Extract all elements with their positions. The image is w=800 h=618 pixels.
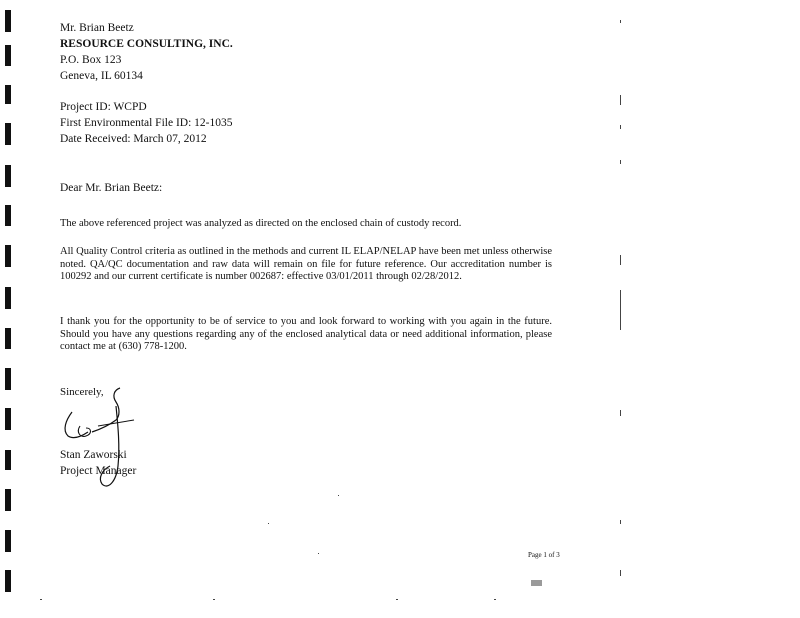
margin-mark [5, 165, 11, 187]
recipient-name: Mr. Brian Beetz [60, 22, 134, 34]
scan-speck [620, 570, 621, 576]
margin-mark [5, 489, 11, 511]
scan-speck [620, 255, 621, 265]
margin-mark [5, 205, 11, 226]
margin-mark [5, 10, 11, 32]
body-paragraph: I thank you for the opportunity to be of service to you and look forward to working with you again in the future. Should you have any questions regarding any of the enclosed analytical data or need additional information, please contact me at (630) 778-1200. [60, 316, 552, 352]
scan-speck [396, 599, 398, 600]
signer-block [60, 447, 136, 479]
margin-mark [5, 570, 11, 592]
margin-mark [5, 450, 11, 470]
scan-speck [318, 553, 319, 554]
page-number: Page 1 of 3 [528, 551, 560, 559]
margin-mark [5, 85, 11, 104]
signature-image [58, 386, 148, 496]
scan-speck [494, 599, 496, 600]
recipient-address-line1: P.O. Box 123 [60, 54, 122, 66]
scan-speck [620, 95, 621, 105]
scan-speck [620, 160, 621, 164]
scan-speck [40, 599, 42, 600]
margin-mark [5, 45, 11, 66]
margin-mark [5, 328, 11, 349]
scan-speck [620, 520, 621, 524]
margin-mark [5, 530, 11, 552]
scan-speck [620, 20, 621, 23]
scan-speck [268, 523, 269, 524]
margin-mark [5, 368, 11, 390]
signer-name: Stan Zaworski [60, 449, 127, 461]
body-paragraph: The above referenced project was analyzed as directed on the enclosed chain of custody record. [60, 218, 462, 229]
scan-stamp [531, 580, 542, 586]
scan-speck [213, 599, 215, 600]
salutation: Dear Mr. Brian Beetz: [60, 182, 163, 194]
project-id: Project ID: WCPD [60, 101, 147, 113]
scan-speck [620, 410, 621, 416]
scan-speck [620, 290, 621, 330]
file-id: First Environmental File ID: 12-1035 [60, 117, 233, 129]
scan-speck [620, 125, 621, 129]
body-paragraph: All Quality Control criteria as outlined in the methods and current IL ELAP/NELAP have been met unless otherwise noted. QA/QC documentation and raw data will remain on file for future reference. Our accreditation number is 100292 and our current certificate is number 002687: effective 03/01/2011 through 02/28/2012. [60, 246, 552, 282]
margin-mark [5, 123, 11, 145]
project-info [60, 99, 232, 147]
date-received: Date Received: March 07, 2012 [60, 133, 207, 145]
margin-mark [5, 287, 11, 309]
margin-mark [5, 408, 11, 430]
recipient-address [60, 20, 233, 84]
recipient-company: RESOURCE CONSULTING, INC. [60, 38, 233, 50]
closing: Sincerely, [60, 386, 104, 398]
recipient-address-line2: Geneva, IL 60134 [60, 70, 143, 82]
scan-speck [338, 495, 339, 496]
margin-mark [5, 245, 11, 267]
signer-title: Project Manager [60, 465, 137, 477]
